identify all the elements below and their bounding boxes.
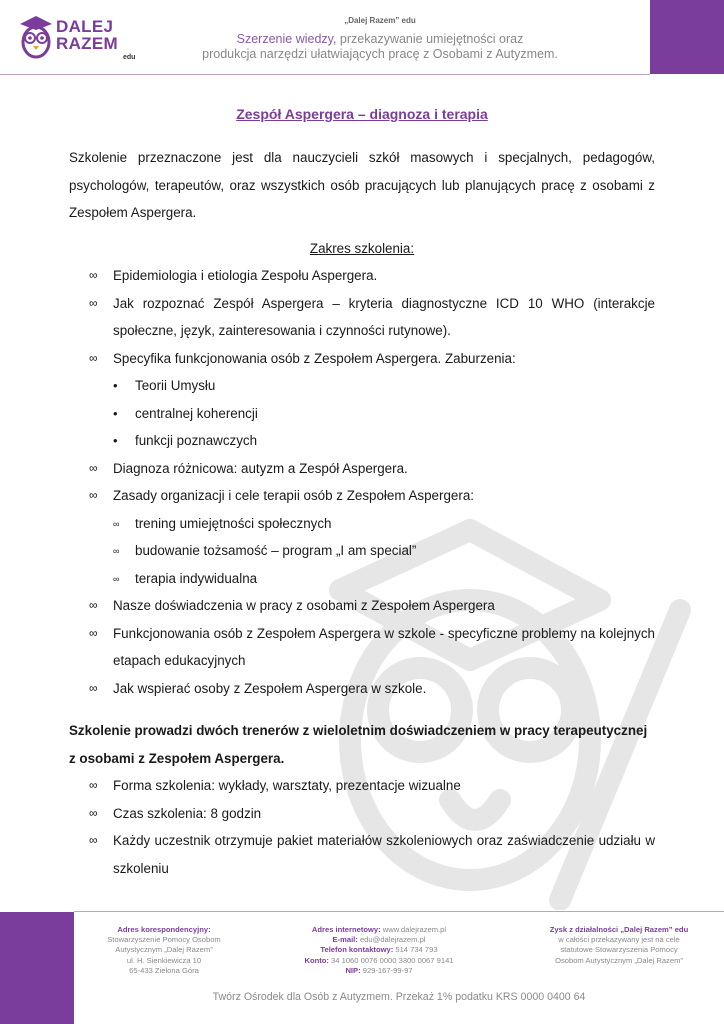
infinity-bullet-icon: ∞: [89, 598, 98, 612]
address-line: Autystycznym „Dalej Razem”: [115, 945, 213, 955]
infinity-bullet-icon: ∞: [89, 625, 98, 640]
list-item-text: Czas szkolenia: 8 godzin: [113, 805, 262, 821]
list-item: [113, 372, 655, 400]
tagline-accent: Szerzenie wiedzy,: [236, 32, 337, 46]
list-item-text: Każdy uczestnik otrzymuje pakiet materiałów szkoleniowych oraz zaświadczenie udziału w szkoleniu: [113, 833, 655, 876]
list-item-text: Specyfika funkcjonowania osób z Zespołem Aspergera. Zaburzenia:: [113, 350, 516, 366]
address-heading: Adres korespondencyjny:: [117, 925, 211, 934]
list-item-text: terapia indywidualna: [135, 570, 258, 586]
logo-text-edu: edu: [123, 54, 136, 61]
profit-line: w całości przekazywany jest na cele: [558, 935, 680, 945]
scope-heading: Zakres szkolenia:: [309, 240, 415, 256]
header-divider: [0, 74, 650, 75]
trainers-paragraph: Szkolenie prowadzi dwóch trenerów z wieloletnim doświadczeniem w pracy terapeutycznej z osobami z Zespołem Aspergera.: [69, 723, 648, 766]
dot-bullet-icon: •: [113, 405, 118, 421]
list-item-text: Zasady organizacji i cele terapii osób z Zespołem Aspergera:: [113, 488, 474, 503]
list-item: [69, 772, 655, 800]
list-item: [69, 620, 655, 675]
footer-divider: [74, 911, 724, 912]
list-item-text: Forma szkolenia: wykłady, warsztaty, prezentacje wizualne: [113, 778, 461, 793]
phone-line: Telefon kontaktowy: 514 734 793: [320, 945, 438, 955]
infinity-bullet-icon: ∞: [89, 805, 98, 820]
list-item: [69, 827, 655, 882]
infinity-bullet-icon: ∞: [89, 833, 98, 847]
infinity-bullet-icon: ∞: [89, 460, 98, 475]
organization-name: „Dalej Razem” edu: [344, 16, 416, 25]
list-item: [69, 455, 655, 483]
infinity-bullet-icon: ∞: [89, 350, 98, 365]
header-corner-block: [650, 0, 724, 74]
address-line: Stowarzyszenie Pomocy Osobom: [107, 935, 221, 945]
tagline-line-1: [190, 32, 570, 47]
email-link[interactable]: edu@dalejrazem.pl: [357, 935, 426, 945]
list-item-text: centralnej koherencji: [135, 405, 258, 421]
infinity-bullet-icon: ∞: [89, 680, 98, 695]
infinity-bullet-icon: ∞: [89, 488, 98, 502]
list-item: [69, 675, 655, 703]
list-item-text: Diagnoza różnicowa: autyzm a Zespół Aspergera.: [113, 460, 408, 476]
disorders-list: [113, 372, 655, 455]
list-item: [69, 290, 655, 345]
email-line: E-mail: edu@dalejrazem.pl: [332, 935, 426, 945]
nip-value: 929-167-99-97: [360, 965, 413, 975]
list-item: [69, 482, 655, 592]
phone-value: 514 734 793: [393, 945, 438, 955]
list-item: [113, 565, 655, 593]
profit-heading: Zysk z działalności „Dalej Razem” edu: [549, 925, 689, 934]
document-title: Zespół Aspergera – diagnoza i terapia: [236, 106, 488, 122]
list-item-text: Nasze doświadczenia w pracy z osobami z Zespołem Aspergera: [113, 598, 495, 613]
infinity-bullet-icon: ∞: [113, 573, 120, 584]
footer-contact: [284, 925, 474, 976]
nip-line: NIP: 929-167-99-97: [345, 965, 413, 975]
list-item-text: funkcji poznawczych: [135, 433, 258, 448]
tax-donation-line: Twórz Ośrodek dla Osób z Autyzmem. Przekaż 1% podatku KRS 0000 0400 64: [212, 991, 586, 1003]
list-item-text: Jak wspierać osoby z Zespołem Aspergera w szkole.: [113, 680, 427, 696]
dalej-razem-logo: [16, 14, 136, 64]
list-item-text: Teorii Umysłu: [135, 378, 216, 393]
infinity-bullet-icon: ∞: [89, 295, 98, 310]
list-item-text: Funkcjonowania osób z Zespołem Aspergera w szkole - specyficzne problemy na kolejnych etapach edukacyjnych: [113, 625, 655, 668]
owl-logo-icon: [16, 14, 56, 64]
footer-profit-note: [529, 925, 709, 966]
header-tagline: [190, 16, 570, 62]
therapy-goals-list: [113, 510, 655, 593]
infinity-bullet-icon: ∞: [113, 518, 120, 529]
logo-text-dalej: DALEJ: [56, 17, 114, 36]
address-line: 65-433 Zielona Góra: [129, 965, 199, 975]
account-line: Konto: 34 1060 0076 0000 3300 0067 9141: [304, 955, 454, 965]
list-item: [113, 537, 655, 565]
page-footer: [74, 920, 724, 1024]
list-item: [113, 427, 655, 455]
address-line: ul. H. Sienkiewicza 10: [126, 955, 202, 965]
footer-address: [94, 925, 234, 976]
profit-line: Osobom Autystycznym „Dalej Razem”: [555, 955, 683, 965]
account-value: 34 1060 0076 0000 3300 0067 9141: [328, 955, 454, 965]
list-item: [113, 400, 655, 428]
scope-list: [69, 262, 655, 702]
footer-corner-block: [0, 912, 74, 1024]
details-list: [69, 772, 655, 882]
document-body: [69, 100, 655, 882]
infinity-bullet-icon: ∞: [113, 546, 120, 556]
infinity-bullet-icon: ∞: [89, 268, 98, 282]
list-item: [113, 510, 655, 538]
list-item-text: trening umiejętności społecznych: [135, 515, 332, 531]
list-item-text: budowanie tożsamość – program „I am special”: [135, 543, 417, 558]
dot-bullet-icon: •: [113, 378, 118, 393]
website-link[interactable]: www.dalejrazem.pl: [380, 925, 447, 934]
intro-paragraph: Szkolenie przeznaczone jest dla nauczycieli szkół masowych i specjalnych, pedagogów, psychologów, terapeutów, oraz wszystkich osób pracujących lub planujących pracę z osobami z Zespołem Aspergera.: [69, 150, 655, 220]
tagline-line-2: produkcja narzędzi ułatwiających pracę z Osobami z Autyzmem.: [202, 47, 558, 61]
website-line: Adres internetowy: www.dalejrazem.pl: [311, 925, 447, 934]
dot-bullet-icon: •: [113, 433, 118, 448]
logo-text-razem: RAZEM: [56, 34, 118, 53]
list-item: [69, 800, 655, 828]
list-item: [69, 345, 655, 455]
list-item-text: Epidemiologia i etiologia Zespołu Aspergera.: [113, 268, 378, 283]
infinity-bullet-icon: ∞: [89, 778, 98, 792]
list-item: [69, 262, 655, 290]
list-item: [69, 592, 655, 620]
profit-line: statutowe Stowarzyszenia Pomocy: [560, 945, 678, 955]
list-item-text: Jak rozpoznać Zespół Aspergera – kryteria diagnostyczne ICD 10 WHO (interakcje społeczne, język, zainteresowania i czynności rutynowe).: [113, 295, 655, 338]
tagline-rest: przekazywanie umiejętności oraz: [336, 32, 524, 46]
